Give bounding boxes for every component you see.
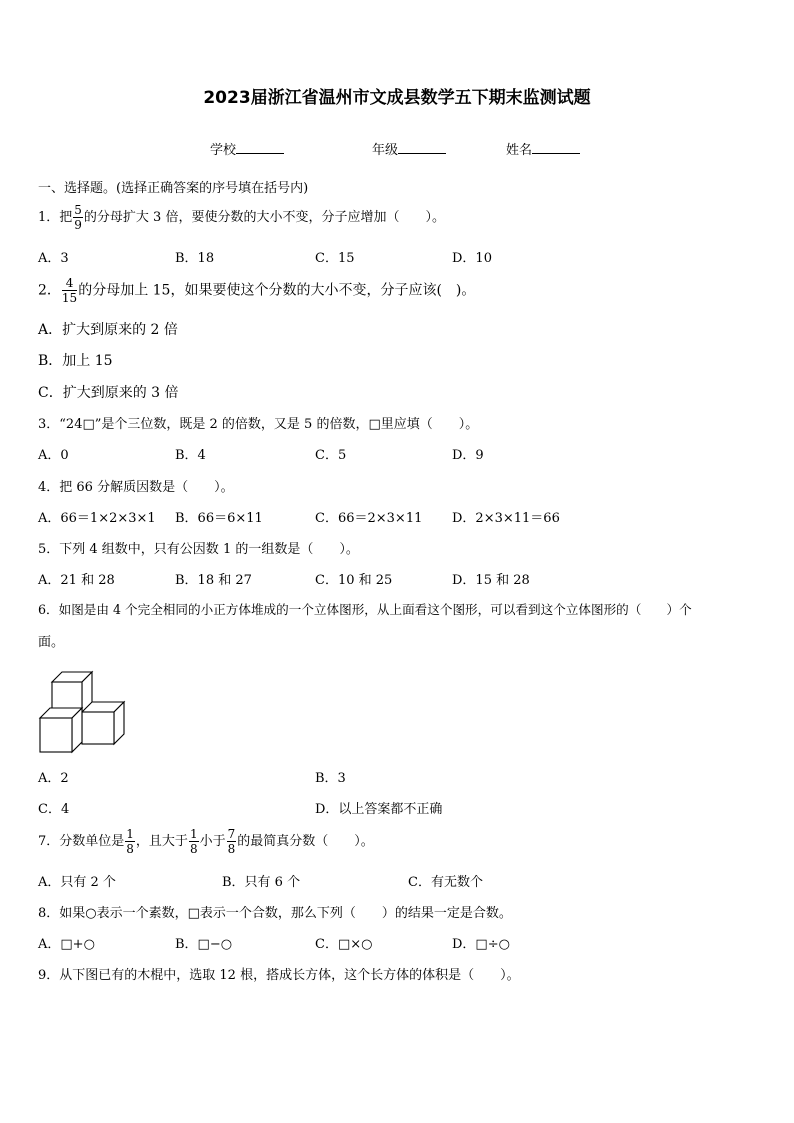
grade-blank xyxy=(398,142,446,154)
q8-option-a: A．□+○ xyxy=(38,937,95,952)
q7-lower-denominator: 8 xyxy=(189,842,198,856)
q2-option-c: C．扩大到原来的 3 倍 xyxy=(38,385,179,401)
q7-mid-1: ，且大于 xyxy=(135,834,188,849)
q7-option-a: A．只有 2 个 xyxy=(38,875,116,890)
q8-option-d: D．□÷○ xyxy=(452,937,510,952)
q6-option-a: A．2 xyxy=(38,771,69,786)
q1-option-b: B．18 xyxy=(175,251,215,266)
q7-unit-numerator: 1 xyxy=(126,827,134,841)
q2-fraction xyxy=(62,277,77,304)
question-3: 3．“24□”是个三位数，既是 2 的倍数，又是 5 的倍数，□里应填（ ）。 xyxy=(38,417,479,432)
q1-prefix: 1．把 xyxy=(38,210,73,225)
q4-option-a: A．66＝1×2×3×1 xyxy=(38,511,156,526)
q8-option-c: C．□×○ xyxy=(315,937,373,952)
q1-text: 的分母扩大 3 倍，要使分数的大小不变，分子应增加（ ）。 xyxy=(83,210,445,225)
q7-fraction-upper xyxy=(227,828,237,855)
q1-denominator: 9 xyxy=(74,218,82,232)
q7-upper-denominator: 8 xyxy=(227,842,236,856)
q3-option-d: D．9 xyxy=(452,448,484,463)
q5-option-a: A．21 和 28 xyxy=(38,573,115,588)
cube-stack-figure xyxy=(36,666,128,756)
question-5: 5．下列 4 组数中，只有公因数 1 的一组数是（ ）。 xyxy=(38,542,359,557)
q5-option-c: C．10 和 25 xyxy=(315,573,393,588)
q7-unit-denominator: 8 xyxy=(126,842,134,856)
grade-label: 年级 xyxy=(372,143,399,158)
question-4: 4．把 66 分解质因数是（ ）。 xyxy=(38,480,234,495)
q7-upper-numerator: 7 xyxy=(227,827,236,841)
question-6-line-2: 面。 xyxy=(38,635,65,650)
q7-fraction-lower xyxy=(189,828,199,855)
question-7 xyxy=(38,828,374,855)
page-title: 2023届浙江省温州市文成县数学五下期末监测试题 xyxy=(203,88,591,108)
q1-option-c: C．15 xyxy=(315,251,355,266)
q3-option-a: A．0 xyxy=(38,448,69,463)
q3-option-c: C．5 xyxy=(315,448,347,463)
question-6-line-1: 6．如图是由 4 个完全相同的小正方体堆成的一个立体图形，从上面看这个图形，可以看到这个立体图形的（ ）个 xyxy=(38,602,692,617)
q4-option-c: C．66＝2×3×11 xyxy=(315,511,423,526)
q1-option-a: A．3 xyxy=(38,251,69,266)
name-label: 姓名 xyxy=(506,143,533,158)
grade-field xyxy=(372,142,446,157)
q5-option-b: B．18 和 27 xyxy=(175,573,252,588)
q7-fraction-unit xyxy=(125,828,135,855)
school-field xyxy=(210,142,284,157)
q4-option-d: D．2×3×11＝66 xyxy=(452,511,560,526)
q5-option-d: D．15 和 28 xyxy=(452,573,530,588)
question-9: 9．从下图已有的木棍中，选取 12 根，搭成长方体，这个长方体的体积是（ ）。 xyxy=(38,968,520,983)
q7-text: 的最简真分数（ ）。 xyxy=(237,834,374,849)
q2-option-b: B．加上 15 xyxy=(38,353,113,369)
q6-option-b: B．3 xyxy=(315,771,346,786)
q6-option-c: C．4 xyxy=(38,802,70,817)
q7-option-b: B．只有 6 个 xyxy=(222,875,301,890)
q7-mid-2: 小于 xyxy=(199,834,226,849)
q1-option-d: D．10 xyxy=(452,251,492,266)
q2-option-a: A．扩大到原来的 2 倍 xyxy=(38,322,178,338)
q2-denominator: 15 xyxy=(61,291,78,305)
question-8: 8．如果○表示一个素数，□表示一个合数，那么下列（ ）的结果一定是合数。 xyxy=(38,906,512,921)
question-2 xyxy=(38,277,475,304)
q7-lower-numerator: 1 xyxy=(189,827,198,841)
question-1 xyxy=(38,204,445,231)
q1-fraction xyxy=(73,204,83,231)
q7-prefix: 7．分数单位是 xyxy=(38,834,125,849)
q8-option-b: B．□−○ xyxy=(175,937,233,952)
q2-numerator: 4 xyxy=(62,277,77,291)
q2-text: 的分母加上 15，如果要使这个分数的大小不变，分子应该( )。 xyxy=(78,282,476,299)
q3-option-b: B．4 xyxy=(175,448,206,463)
q4-option-b: B．66＝6×11 xyxy=(175,511,263,526)
q2-prefix: 2． xyxy=(38,282,61,299)
q7-option-c: C．有无数个 xyxy=(408,875,483,890)
school-blank xyxy=(236,142,284,154)
name-field xyxy=(506,142,580,157)
q6-option-d: D．以上答案都不正确 xyxy=(315,802,443,817)
school-label: 学校 xyxy=(210,143,237,158)
q1-numerator: 5 xyxy=(74,203,82,217)
name-blank xyxy=(532,142,580,154)
section-heading: 一、选择题。(选择正确答案的序号填在括号内) xyxy=(38,181,309,196)
